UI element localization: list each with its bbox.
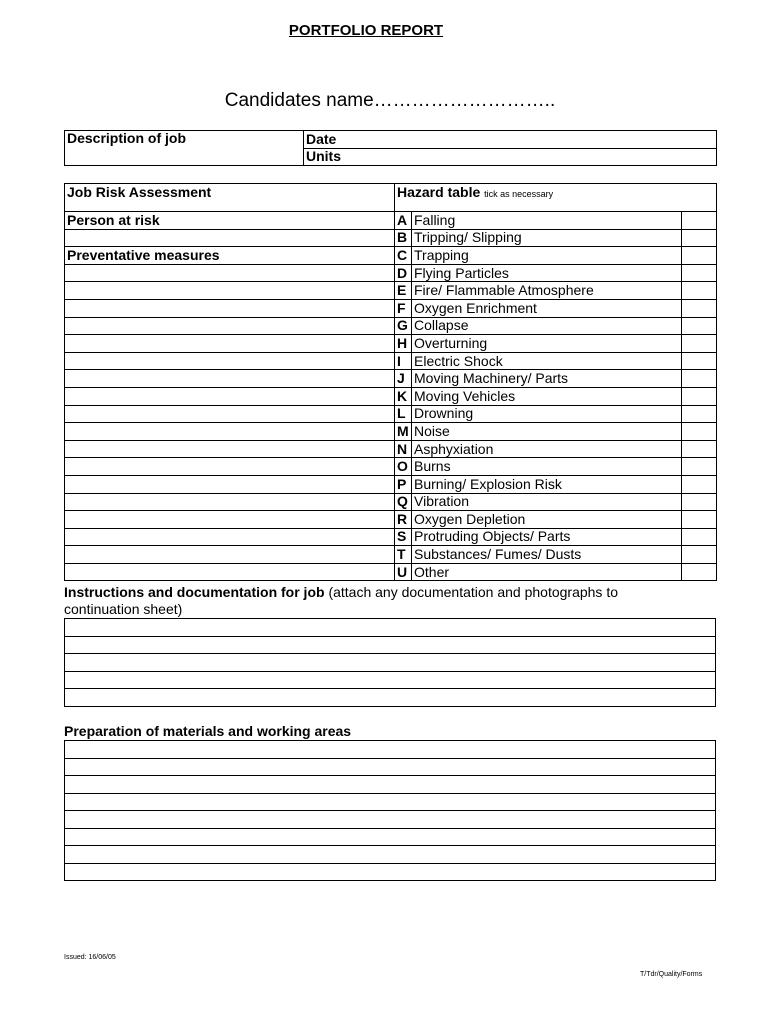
hazard-row [65, 528, 717, 546]
risk-entry-field[interactable] [65, 440, 395, 458]
hazard-row [65, 405, 717, 423]
hazard-row [65, 247, 717, 265]
hazard-table-label: Hazard table [397, 184, 481, 200]
risk-entry-field[interactable] [65, 387, 395, 405]
hazard-letter: O [395, 458, 412, 476]
hazard-label: Fire/ Flammable Atmosphere [412, 282, 682, 300]
instructions-heading [64, 584, 624, 618]
risk-entry-field[interactable] [65, 370, 395, 388]
hazard-row [65, 423, 717, 441]
hazard-letter: B [395, 229, 412, 247]
hazard-label: Asphyxiation [412, 440, 682, 458]
hazard-tick-box[interactable] [682, 229, 717, 247]
hazard-row [65, 282, 717, 300]
form-code: T/Tdr/Quality/Forms [640, 971, 703, 978]
hazard-label: Substances/ Fumes/ Dusts [412, 546, 682, 564]
hazard-label: Oxygen Depletion [412, 511, 682, 529]
preparation-line[interactable] [65, 828, 716, 846]
hazard-label: Burning/ Explosion Risk [412, 475, 682, 493]
page-title: PORTFOLIO REPORT [288, 22, 444, 39]
hazard-letter: N [395, 440, 412, 458]
description-of-job-label: Description of job [65, 131, 304, 166]
hazard-tick-box[interactable] [682, 247, 717, 265]
hazard-row [65, 212, 717, 230]
hazard-letter: H [395, 335, 412, 353]
hazard-tick-box[interactable] [682, 317, 717, 335]
hazard-label: Moving Machinery/ Parts [412, 370, 682, 388]
instructions-label: Instructions and documentation for job [64, 584, 325, 600]
hazard-label: Falling [412, 212, 682, 230]
hazard-tick-box[interactable] [682, 528, 717, 546]
risk-entry-field[interactable] [65, 511, 395, 529]
hazard-row [65, 493, 717, 511]
hazard-row [65, 458, 717, 476]
instructions-line[interactable] [65, 689, 716, 707]
risk-entry-field[interactable] [65, 493, 395, 511]
hazard-label: Other [412, 563, 682, 581]
hazard-label: Overturning [412, 335, 682, 353]
preparation-line[interactable] [65, 741, 716, 759]
risk-entry-field[interactable] [65, 317, 395, 335]
units-label: Units [304, 148, 717, 166]
hazard-label: Collapse [412, 317, 682, 335]
hazard-letter: Q [395, 493, 412, 511]
hazard-tick-box[interactable] [682, 475, 717, 493]
hazard-row [65, 264, 717, 282]
hazard-label: Protruding Objects/ Parts [412, 528, 682, 546]
hazard-letter: U [395, 563, 412, 581]
instructions-note: (attach any documentation and photographs to continuation sheet) [64, 584, 618, 617]
hazard-label: Tripping/ Slipping [412, 229, 682, 247]
hazard-row [65, 546, 717, 564]
hazard-label: Vibration [412, 493, 682, 511]
preparation-line[interactable] [65, 793, 716, 811]
hazard-letter: M [395, 423, 412, 441]
risk-entry-field[interactable] [65, 546, 395, 564]
issued-date: Issued: 16/06/05 [64, 954, 116, 961]
hazard-label: Electric Shock [412, 352, 682, 370]
hazard-row [65, 352, 717, 370]
risk-entry-field[interactable] [65, 563, 395, 581]
risk-entry-field[interactable] [65, 299, 395, 317]
hazard-letter: L [395, 405, 412, 423]
hazard-tick-box[interactable] [682, 405, 717, 423]
hazard-tick-box[interactable] [682, 282, 717, 300]
hazard-label: Drowning [412, 405, 682, 423]
hazard-tick-box[interactable] [682, 264, 717, 282]
risk-entry-field[interactable] [65, 264, 395, 282]
tick-note: tick as necessary [484, 189, 554, 199]
hazard-tick-box[interactable] [682, 299, 717, 317]
hazard-letter: E [395, 282, 412, 300]
risk-entry-field[interactable] [65, 423, 395, 441]
risk-entry-field[interactable] [65, 528, 395, 546]
instructions-line[interactable] [65, 671, 716, 689]
hazard-tick-box[interactable] [682, 352, 717, 370]
risk-entry-field[interactable] [65, 458, 395, 476]
hazard-tick-box[interactable] [682, 440, 717, 458]
hazard-letter: I [395, 352, 412, 370]
risk-entry-field[interactable] [65, 282, 395, 300]
hazard-row [65, 317, 717, 335]
risk-entry-field[interactable] [65, 352, 395, 370]
job-table [64, 130, 717, 166]
hazard-label: Flying Particles [412, 264, 682, 282]
hazard-letter: C [395, 247, 412, 265]
hazard-row [65, 335, 717, 353]
hazard-label: Oxygen Enrichment [412, 299, 682, 317]
hazard-label: Trapping [412, 247, 682, 265]
preparation-line[interactable] [65, 776, 716, 794]
hazard-row [65, 229, 717, 247]
hazard-tick-box[interactable] [682, 563, 717, 581]
hazard-label: Burns [412, 458, 682, 476]
instructions-line[interactable] [65, 619, 716, 637]
hazard-tick-box[interactable] [682, 511, 717, 529]
hazard-letter: J [395, 370, 412, 388]
hazard-tick-box[interactable] [682, 458, 717, 476]
risk-assessment-table [64, 183, 717, 581]
preparation-line[interactable] [65, 811, 716, 829]
instructions-line[interactable] [65, 654, 716, 672]
risk-entry-field[interactable] [65, 335, 395, 353]
hazard-label: Moving Vehicles [412, 387, 682, 405]
hazard-letter: D [395, 264, 412, 282]
hazard-tick-box[interactable] [682, 370, 717, 388]
hazard-row [65, 440, 717, 458]
preparation-line[interactable] [65, 863, 716, 881]
hazard-letter: A [395, 212, 412, 230]
risk-entry-field[interactable] [65, 405, 395, 423]
hazard-letter: P [395, 475, 412, 493]
job-risk-assessment-label: Job Risk Assessment [65, 184, 395, 212]
instructions-lines [64, 618, 716, 707]
hazard-row [65, 475, 717, 493]
hazard-row [65, 387, 717, 405]
hazard-row [65, 511, 717, 529]
hazard-letter: R [395, 511, 412, 529]
hazard-row [65, 370, 717, 388]
hazard-letter: K [395, 387, 412, 405]
risk-entry-field[interactable] [65, 475, 395, 493]
preparation-lines [64, 740, 716, 881]
person-at-risk-label[interactable]: Person at risk [65, 212, 395, 230]
hazard-row [65, 299, 717, 317]
hazard-tick-box[interactable] [682, 212, 717, 230]
preparation-line[interactable] [65, 758, 716, 776]
date-label: Date [304, 131, 717, 149]
hazard-row [65, 563, 717, 581]
hazard-tick-box[interactable] [682, 423, 717, 441]
instructions-line[interactable] [65, 636, 716, 654]
hazard-tick-box[interactable] [682, 546, 717, 564]
risk-entry-field[interactable] [65, 229, 395, 247]
preventative-measures-label[interactable]: Preventative measures [65, 247, 395, 265]
hazard-label: Noise [412, 423, 682, 441]
hazard-letter: T [395, 546, 412, 564]
candidate-name-field[interactable]: Candidates name……………………….. [224, 90, 556, 111]
hazard-tick-box[interactable] [682, 387, 717, 405]
hazard-tick-box[interactable] [682, 493, 717, 511]
hazard-tick-box[interactable] [682, 335, 717, 353]
hazard-letter: F [395, 299, 412, 317]
preparation-label: Preparation of materials and working areas [64, 723, 352, 739]
preparation-line[interactable] [65, 846, 716, 864]
hazard-letter: S [395, 528, 412, 546]
hazard-letter: G [395, 317, 412, 335]
hazard-table-header [395, 184, 717, 212]
